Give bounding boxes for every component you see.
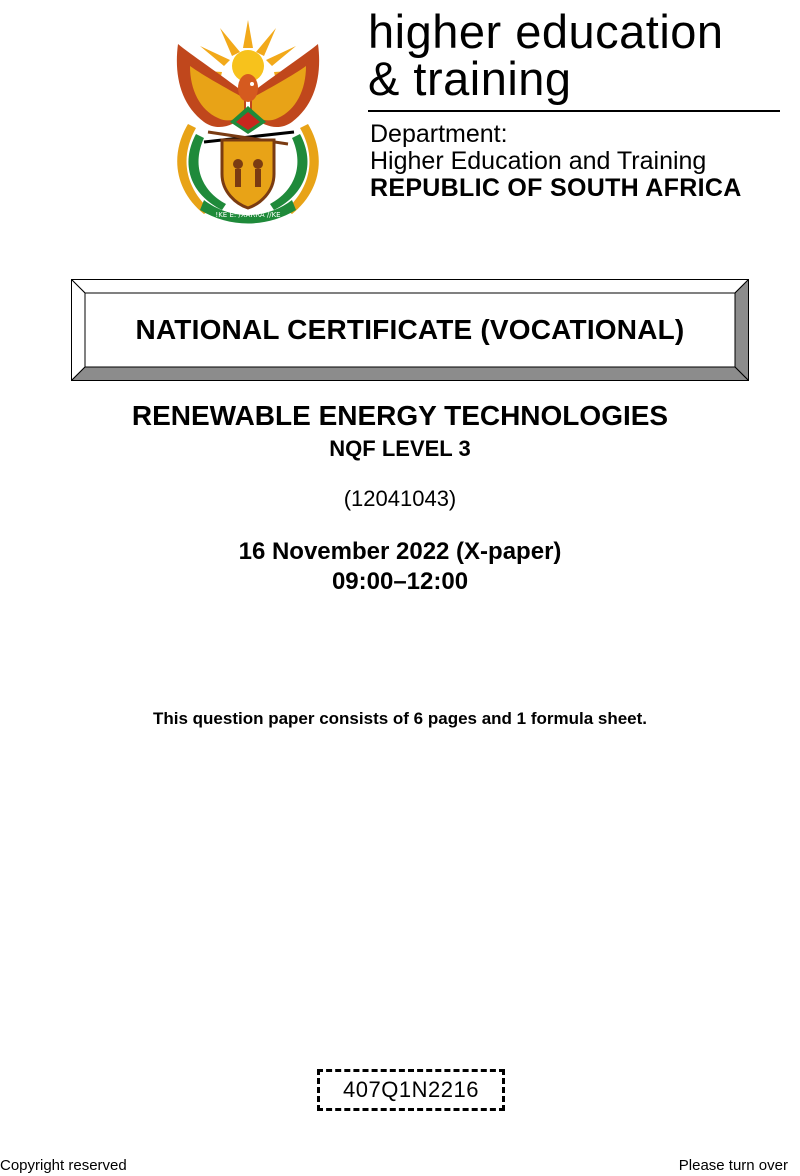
coat-of-arms-icon <box>160 14 336 224</box>
country-name: REPUBLIC OF SOUTH AFRICA <box>370 174 742 202</box>
department-name: Higher Education and Training <box>370 147 707 175</box>
exam-date: 16 November 2022 (X-paper) <box>238 538 562 565</box>
paper-code: 407Q1N2216 <box>343 1077 479 1102</box>
motto-text: !KE E: /XARRA //KE <box>215 211 281 219</box>
paper-code-box <box>317 1069 505 1111</box>
brand-line-2: & training <box>368 52 572 105</box>
certificate-title: NATIONAL CERTIFICATE (VOCATIONAL) <box>135 314 685 345</box>
subject-title: RENEWABLE ENERGY TECHNOLOGIES <box>131 400 669 431</box>
brand-divider <box>368 110 780 112</box>
nqf-level: NQF LEVEL 3 <box>329 436 471 461</box>
pages-note: This question paper consists of 6 pages and 1 formula sheet. <box>152 709 648 728</box>
exam-time: 09:00–12:00 <box>331 568 469 595</box>
footer-copyright: Copyright reserved <box>0 1157 127 1174</box>
department-label: Department: <box>370 120 508 148</box>
subject-code: (12041043) <box>343 486 457 511</box>
footer-turn-over: Please turn over <box>678 1157 788 1174</box>
brand-line-1: higher education <box>368 5 724 58</box>
